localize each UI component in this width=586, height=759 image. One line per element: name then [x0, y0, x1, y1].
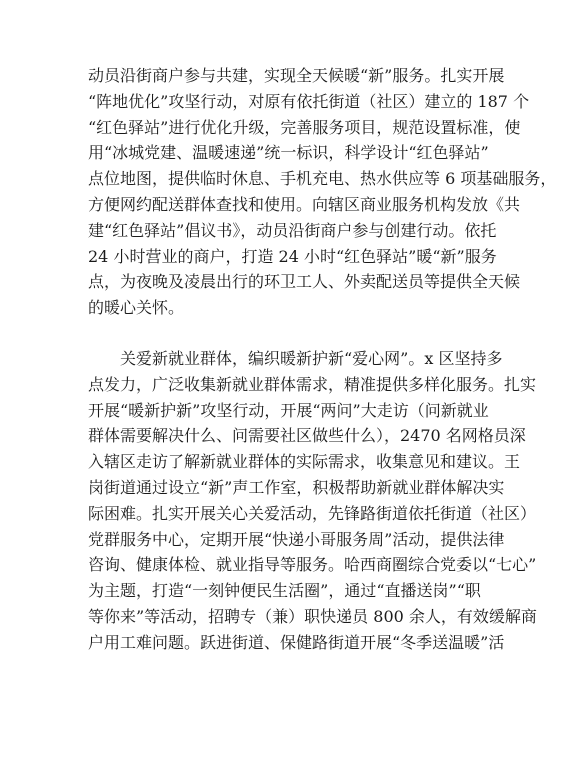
- text-line: 开展“暖新护新”攻坚行动，开展“两问”大走访（问新就业: [88, 400, 489, 420]
- text-line: 方便网约配送群体查找和使用。向辖区商业服务机构发放《共: [88, 194, 521, 214]
- text-line: “阵地优化”攻坚行动，对原有依托街道（社区）建立的 187 个: [88, 91, 530, 111]
- text-line: 点发力，广泛收集新就业群体需求，精准提供多样化服务。扎实: [88, 374, 537, 394]
- text-line: 群体需要解决什么、问需要社区做些什么），2470 名网格员深: [88, 426, 526, 446]
- text-line: 岗街道通过设立“新”声工作室，积极帮助新就业群体解决实: [88, 477, 505, 497]
- text-line: 24 小时营业的商户，打造 24 小时“红色驿站”暖“新”服务: [88, 246, 497, 266]
- text-line: 关爱新就业群体，编织暖新护新“爱心网”。x 区坚持多: [88, 349, 503, 368]
- text-line: 点位地图，提供临时休息、手机充电、热水供应等 6 项基础服务，: [88, 169, 557, 189]
- paragraph-red-station: [88, 63, 557, 321]
- text-line: 际困难。扎实开展关心关爱活动，先锋路街道依托街道（社区）: [88, 503, 537, 523]
- text-line: 的暖心关怀。: [88, 298, 185, 318]
- text-line: 咨询、健康体检、就业指导等服务。哈西商圈综合党委以“七心”: [88, 555, 537, 575]
- text-line: 为主题，打造“一刻钟便民生活圈”，通过“直播送岗”“职: [88, 581, 481, 601]
- text-line: 动员沿街商户参与共建，实现全天候暖“新”服务。扎实开展: [88, 66, 505, 85]
- text-line: 党群服务中心，定期开展“快递小哥服务周”活动，提供法律: [88, 529, 505, 549]
- text-line: 入辖区走访了解新就业群体的实际需求，收集意见和建议。王: [88, 452, 521, 472]
- text-line: 点，为夜晚及凌晨出行的环卫工人、外卖配送员等提供全天候: [88, 272, 521, 292]
- text-line: 户用工难问题。跃进街道、保健路街道开展“冬季送温暖”活: [88, 632, 505, 652]
- text-line: 建“红色驿站”倡议书》，动员沿街商户参与创建行动。依托: [88, 220, 497, 240]
- text-line: 等你来”等活动，招聘专（兼）职快递员 800 余人，有效缓解商: [88, 606, 537, 626]
- text-line: 用“冰城党建、温暖速递”统一标识，科学设计“红色驿站”: [88, 143, 489, 163]
- paragraph-care-network: [88, 346, 537, 656]
- text-line: “红色驿站”进行优化升级，完善服务项目，规范设置标准，使: [88, 117, 521, 137]
